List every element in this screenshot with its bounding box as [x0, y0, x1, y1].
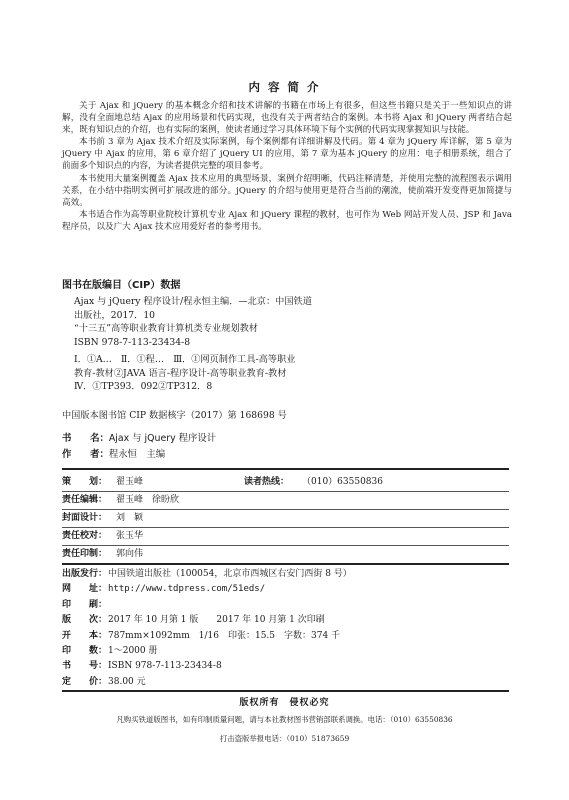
- proof: 张玉华: [116, 531, 144, 541]
- piracy-hotline: 打击盗版举报电话：（010）51873659: [219, 734, 350, 743]
- hotline-label: 读者热线：: [244, 477, 290, 487]
- intro-paragraph: 本书适合作为高等职业院校计算机专业 Ajax 和 jQuery 课程的教材，也可作为 Web 网站开发人员、JSP 和 Java 程序员，以及广大 Ajax 技术应用爱好者的参考用书。: [62, 209, 512, 232]
- url-label: 网 址：: [62, 584, 108, 595]
- isbn: ISBN 978-7-113-23434-8: [108, 661, 222, 672]
- edition: 2017 年 10 月第 1 版 2017 年 10 月第 1 次印刷: [108, 615, 325, 626]
- copies: 1～2000 册: [108, 646, 158, 657]
- cip-line: ISBN 978-7-113-23434-8: [74, 336, 191, 348]
- cip-line: 出版社，2017．10: [74, 309, 156, 321]
- quality-notice: 凡购买铁道版图书，如有印制质量问题，请与本社教材图书营销部联系调换。电话：（010）63550836: [116, 715, 453, 724]
- intro-body: [62, 100, 512, 233]
- print-label: 责任印制：: [62, 549, 108, 559]
- format-label: 开 本：: [62, 630, 108, 641]
- book-title-label: 书 名：: [62, 433, 109, 444]
- cip-class-line: Ⅰ．①A… Ⅱ．①程… Ⅲ．①网页制作工具-高等职业: [74, 354, 296, 365]
- bottom-divider: [62, 690, 509, 692]
- mid-divider: [62, 563, 509, 565]
- isbn-label: 书 号：: [62, 661, 108, 672]
- cip-classification: [74, 353, 295, 394]
- price-label: 定 价：: [62, 676, 108, 687]
- printer-label: 印 刷：: [62, 599, 108, 610]
- publication-info: [62, 567, 352, 690]
- staff-row: [62, 546, 509, 564]
- intro-paragraph: 本书使用大量案例覆盖 Ajax 技术应用的典型场景，案例介绍明晰，代码注释清楚，并使用完整的流程图表示调用关系，在小结中指明实例可扩展改进的部分。jQuery 的介绍与使用更是符合当前的潮流，使前端开发变得更加简捷与高效。: [62, 173, 512, 208]
- cip-record-number: 中国版本图书馆 CIP 数据核字（2017）第 168698 号: [62, 410, 287, 421]
- url: http://www.tdpress.com/51eds/: [108, 584, 266, 595]
- price: 38.00 元: [108, 676, 146, 687]
- cip-line: Ajax 与 jQuery 程序设计/程永恒主编．—北京：中国铁道: [74, 296, 312, 307]
- intro-title: 内 容 简 介: [248, 80, 321, 94]
- author: 程永恒 主编: [108, 449, 166, 460]
- author-label: 作 者：: [62, 449, 109, 460]
- staff-table: [62, 474, 509, 564]
- cip-line: “十三五”高等职业教育计算机类专业规划教材: [74, 323, 258, 335]
- copies-label: 印 数：: [62, 646, 108, 657]
- planner: 翟玉峰: [116, 477, 144, 487]
- proof-label: 责任校对：: [62, 531, 108, 541]
- top-divider: [62, 468, 509, 470]
- publisher: 中国铁道出版社（100054，北京市西城区右安门西街 8 号）: [108, 569, 352, 579]
- cip-heading: 图书在版编目（CIP）数据: [62, 280, 181, 291]
- intro-paragraph: 本书前 3 章为 Ajax 技术介绍及实际案例，每个案例都有详细讲解及代码。第 4 章为 jQuery 库详解，第 5 章为 jQuery 中 Ajax 的应用，第 6 章介绍了 jQuery UI 的应用，第 7 章为基本 jQuery 的应用：电子相册系统，组合了前面多个知识点的内容，为读者提供完整的项目参考。: [62, 137, 512, 172]
- print: 郭向伟: [116, 549, 144, 559]
- staff-row: [62, 492, 509, 510]
- hotline: （010）63550836: [302, 477, 383, 487]
- book-info: [62, 431, 216, 463]
- editor-label: 责任编辑：: [62, 495, 108, 505]
- cip-class-line: Ⅳ．①TP393．092②TP312．8: [74, 381, 213, 393]
- format: 787mm×1092mm 1/16 印张：15.5 字数：374 千: [108, 630, 341, 641]
- edition-label: 版 次：: [62, 615, 108, 626]
- cover: 刘 颖: [116, 513, 144, 523]
- cip-record-lines: [74, 295, 312, 349]
- cip-class-line: 教育-教材②JAVA 语言-程序设计-高等职业教育-教材: [74, 367, 287, 379]
- publisher-label: 出版发行：: [62, 569, 108, 579]
- copyright-notice: 版权所有 侵权必究: [239, 698, 330, 708]
- staff-row: [62, 510, 509, 528]
- book-title: Ajax 与 jQuery 程序设计: [108, 433, 217, 444]
- cover-label: 封面设计：: [62, 513, 108, 523]
- staff-row: [62, 474, 509, 492]
- staff-row: [62, 528, 509, 546]
- editor: 翟玉峰 徐盼欣: [116, 495, 180, 505]
- intro-paragraph: 关于 Ajax 和 jQuery 的基本概念介绍和技术讲解的书籍在市场上有很多，但这些书籍只是关于一些知识点的讲解，没有全面地总结 Ajax 的应用场景和代码实现，也没有关于两者结合的案例。本书将 Ajax 和 jQuery 两者结合起来，既有知识点的介绍，也有实际的案例，使读者通过学习具体环境下每个实例的代码实现掌握知识与技能。: [62, 101, 512, 136]
- planner-label: 策 划：: [62, 477, 108, 487]
